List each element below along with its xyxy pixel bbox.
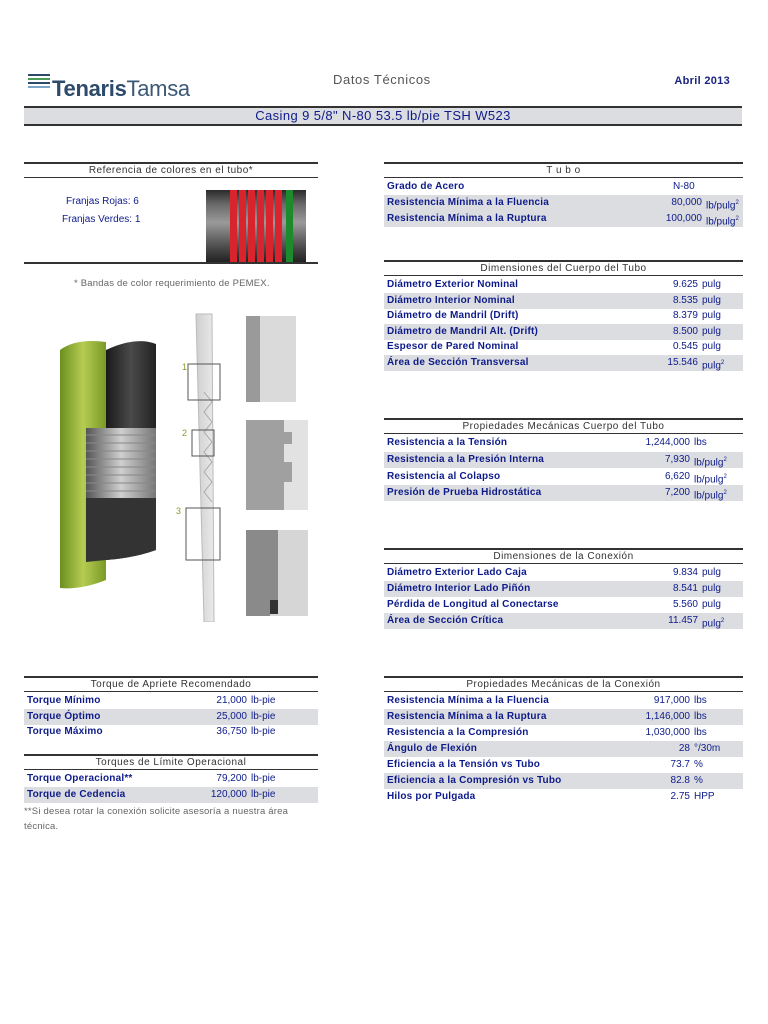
row-unit: pulg	[702, 279, 721, 290]
row-unit: pulg$^2$	[702, 360, 725, 372]
row-label: Eficiencia a la Tensión vs Tubo	[387, 759, 541, 770]
row-value: N-80	[673, 181, 695, 192]
row-unit: lb-pie	[251, 726, 276, 737]
row-value: 73.7	[670, 759, 690, 770]
row-unit: lbs	[694, 711, 707, 722]
row-espesor-de-pared-nominal	[384, 339, 743, 355]
row-label: Área de Sección Crítica	[387, 615, 504, 626]
row-label: Presión de Prueba Hidrostática	[387, 487, 542, 499]
row-unit: lb-pie	[251, 710, 276, 722]
row-area-de-seccion-transversal	[384, 355, 743, 371]
row-label: Hilos por Pulgada	[387, 791, 476, 802]
row-eficiencia-a-la-tension-vs-tubo	[384, 757, 743, 773]
row-label: Torque Máximo	[27, 726, 103, 737]
row-diametro-de-mandril-alt-drift	[384, 324, 743, 340]
row-grado-de-acero	[384, 179, 743, 195]
row-label: Diámetro Interior Nominal	[387, 294, 515, 306]
row-value: 8.535	[672, 294, 698, 306]
prop-cuerpo-heading: Propiedades Mecánicas Cuerpo del Tubo	[384, 418, 743, 434]
row-value: 79,200	[216, 773, 247, 784]
row-unit: lb-pie	[251, 695, 276, 706]
row-unit: lb-pie	[251, 773, 276, 784]
row-value: 25,000	[216, 710, 247, 722]
row-value: 7,930	[664, 453, 690, 465]
torque-limite-heading: Torques de Límite Operacional	[24, 754, 318, 770]
row-unit: pulg	[702, 599, 721, 610]
rotation-note: **Si desea rotar la conexión solicite asesoría a nuestra área técnica.	[24, 806, 289, 832]
row-angulo-de-flexion	[384, 741, 743, 757]
row-value: 1,030,000	[645, 727, 690, 738]
row-label: Resistencia Mínima a la Fluencia	[387, 197, 550, 208]
row-unit: pulg	[702, 567, 721, 578]
row-unit: pulg	[702, 341, 721, 353]
row-hilos-por-pulgada	[384, 789, 743, 805]
dim-conexion-heading: Dimensiones de la Conexión	[384, 548, 743, 564]
row-value: 7,200	[664, 487, 690, 499]
row-label: Torque de Cedencia	[27, 789, 126, 800]
brand-logo: TenarisTamsa	[52, 76, 190, 101]
row-value: 0.545	[672, 341, 698, 353]
row-label: Diámetro Exterior Lado Caja	[387, 567, 527, 578]
row-unit: lb/pulg$^2$	[694, 456, 727, 469]
row-label: Resistencia Mínima a la Ruptura	[387, 711, 547, 722]
row-torque-operacional	[24, 771, 318, 787]
row-value: 28	[678, 743, 690, 754]
color-reference-heading: Referencia de colores en el tubo*	[24, 162, 318, 178]
row-value: 11.457	[668, 615, 698, 626]
thread-detail-illustration	[174, 312, 314, 622]
row-label: Torque Óptimo	[27, 710, 101, 722]
row-label: Torque Mínimo	[27, 695, 101, 706]
red-stripe	[248, 190, 255, 262]
row-diametro-interior-lado-pinon	[384, 581, 743, 597]
row-label: Diámetro Interior Lado Piñón	[387, 583, 531, 594]
row-label: Área de Sección Transversal	[387, 357, 529, 368]
row-label: Resistencia a la Presión Interna	[387, 453, 545, 465]
row-diametro-exterior-lado-caja	[384, 565, 743, 581]
row-value: 1,244,000	[645, 437, 690, 448]
row-area-de-seccion-critica	[384, 613, 743, 629]
row-unit: lbs	[694, 437, 707, 448]
logo-mark	[28, 74, 50, 90]
document-date: Abril 2013	[674, 75, 730, 87]
row-torque-maximo	[24, 724, 318, 740]
row-label: Pérdida de Longitud al Conectarse	[387, 599, 559, 610]
torque-apriete-heading: Torque de Apriete Recomendado	[24, 676, 318, 692]
row-unit: °/30m	[694, 743, 721, 754]
pemex-note: * Bandas de color requerimiento de PEMEX.	[74, 278, 270, 289]
red-stripe	[266, 190, 273, 262]
row-value: 5.560	[672, 599, 698, 610]
color-stripes-tube	[206, 190, 306, 262]
row-diametro-interior-nominal	[384, 293, 743, 309]
row-value: 21,000	[216, 695, 247, 706]
row-unit: pulg	[702, 294, 721, 306]
row-label: Eficiencia a la Compresión vs Tubo	[387, 775, 562, 786]
row-unit: pulg	[702, 583, 721, 594]
row-resistencia-a-la-presion-interna	[384, 452, 743, 468]
row-resistencia-al-colapso	[384, 469, 743, 485]
red-stripe	[275, 190, 282, 262]
callout-1: 1	[182, 362, 188, 372]
row-perdida-de-longitud-al-conectarse	[384, 597, 743, 613]
row-label: Espesor de Pared Nominal	[387, 341, 519, 353]
row-value: 80,000	[671, 197, 702, 208]
green-stripe	[286, 190, 293, 262]
row-value: 8.379	[672, 310, 698, 322]
row-value: 82.8	[670, 775, 690, 786]
row-value: 15.546	[667, 357, 698, 368]
dim-cuerpo-heading: Dimensiones del Cuerpo del Tubo	[384, 260, 743, 276]
row-unit: lb-pie	[251, 789, 276, 800]
row-unit: pulg$^2$	[702, 618, 725, 630]
row-diametro-de-mandril-drift	[384, 308, 743, 324]
green-stripes-label: Franjas Verdes: 1	[62, 214, 141, 225]
row-unit: %	[694, 775, 703, 786]
row-value: 2.75	[670, 791, 690, 802]
row-value: 9.625	[672, 279, 698, 290]
callout-2: 2	[182, 428, 188, 438]
row-label: Ángulo de Flexión	[387, 743, 478, 754]
row-resistencia-minima-a-la-fluencia	[384, 693, 743, 709]
row-resistencia-minima-a-la-ruptura	[384, 709, 743, 725]
row-resistencia-minima-a-la-ruptura	[384, 211, 743, 227]
row-label: Diámetro de Mandril Alt. (Drift)	[387, 325, 539, 337]
row-label: Resistencia Mínima a la Ruptura	[387, 213, 547, 224]
row-value: 120,000	[210, 789, 247, 800]
row-value: 36,750	[216, 726, 247, 737]
red-stripe	[257, 190, 264, 262]
row-unit: lb/pulg$^2$	[706, 200, 739, 212]
row-unit: lb/pulg$^2$	[694, 473, 727, 485]
row-unit: lbs	[694, 727, 707, 738]
red-stripe	[239, 190, 246, 262]
row-value: 6,620	[664, 470, 690, 482]
row-torque-minimo	[24, 693, 318, 709]
callout-3: 3	[176, 506, 182, 516]
pipe-connection-illustration	[56, 310, 166, 590]
row-label: Diámetro Exterior Nominal	[387, 279, 519, 290]
row-value: 917,000	[653, 695, 690, 706]
red-stripes-label: Franjas Rojas: 6	[66, 196, 139, 207]
row-torque-optimo	[24, 709, 318, 725]
color-reference-divider	[24, 262, 318, 264]
row-unit: pulg	[702, 310, 721, 322]
row-value: 9.834	[672, 567, 698, 578]
row-value: 8.541	[672, 583, 698, 594]
row-unit: lb/pulg$^2$	[706, 216, 739, 228]
row-eficiencia-a-la-compresion-vs-tubo	[384, 773, 743, 789]
row-label: Grado de Acero	[387, 181, 465, 192]
row-label: Resistencia al Colapso	[387, 470, 501, 482]
row-label: Resistencia a la Tensión	[387, 437, 508, 448]
row-value: 100,000	[665, 213, 702, 224]
row-value: 1,146,000	[645, 711, 690, 722]
prop-conexion-heading: Propiedades Mecánicas de la Conexión	[384, 676, 743, 692]
tubo-heading: T u b o	[384, 162, 743, 178]
row-resistencia-minima-a-la-fluencia	[384, 195, 743, 211]
row-unit: HPP	[694, 791, 715, 802]
row-resistencia-a-la-tension	[384, 435, 743, 451]
row-presion-de-prueba-hidrostatica	[384, 485, 743, 501]
row-unit: lbs	[694, 695, 707, 706]
row-resistencia-a-la-compresion	[384, 725, 743, 741]
row-unit: pulg	[702, 325, 721, 337]
row-unit: lb/pulg$^2$	[694, 490, 727, 502]
row-label: Resistencia Mínima a la Fluencia	[387, 695, 550, 706]
product-title: Casing 9 5/8" N-80 53.5 lb/pie TSH W523	[24, 106, 742, 126]
row-label: Diámetro de Mandril (Drift)	[387, 310, 519, 322]
row-torque-de-cedencia	[24, 787, 318, 803]
row-value: 8.500	[672, 325, 698, 337]
row-label: Torque Operacional**	[27, 773, 133, 784]
row-label: Resistencia a la Compresión	[387, 727, 529, 738]
red-stripe	[230, 190, 237, 262]
row-unit: %	[694, 759, 703, 770]
row-diametro-exterior-nominal	[384, 277, 743, 293]
document-title: Datos Técnicos	[333, 72, 431, 87]
